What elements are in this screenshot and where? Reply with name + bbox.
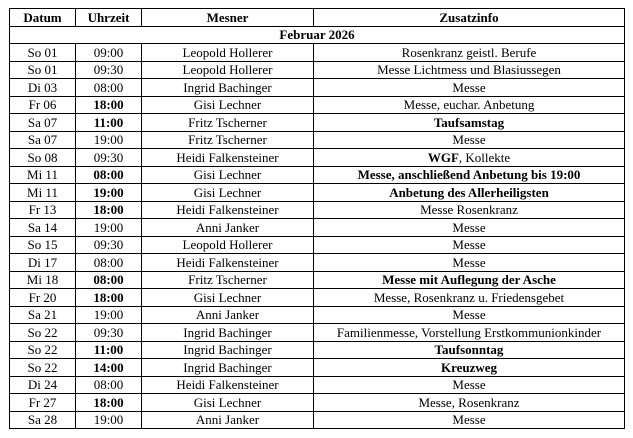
cell-uhrzeit: 09:30 (76, 236, 142, 254)
table-row (10, 359, 625, 377)
cell-uhrzeit: 19:00 (76, 411, 142, 429)
cell-datum: Sa 14 (10, 219, 76, 237)
cell-mesner: Ingrid Bachinger (142, 324, 314, 342)
cell-datum: Fr 20 (10, 289, 76, 307)
cell-mesner: Fritz Tscherner (142, 114, 314, 132)
cell-datum: So 15 (10, 236, 76, 254)
cell-uhrzeit: 18:00 (76, 394, 142, 412)
cell-mesner: Anni Janker (142, 306, 314, 324)
zusatzinfo-text: Familienmesse, Vorstellung Erstkommunionkinder (336, 324, 602, 340)
cell-mesner: Ingrid Bachinger (142, 359, 314, 377)
cell-zusatzinfo (314, 184, 625, 202)
table-row (10, 44, 625, 62)
cell-zusatzinfo (314, 341, 625, 359)
cell-datum: So 22 (10, 359, 76, 377)
table-row (10, 79, 625, 97)
cell-datum: Fr 27 (10, 394, 76, 412)
cell-mesner: Heidi Falkensteiner (142, 149, 314, 167)
header-mesner: Mesner (142, 9, 314, 27)
cell-zusatzinfo (314, 376, 625, 394)
cell-uhrzeit: 19:00 (76, 306, 142, 324)
cell-uhrzeit: 08:00 (76, 79, 142, 97)
table-row (10, 166, 625, 184)
table-row (10, 219, 625, 237)
cell-uhrzeit: 09:30 (76, 324, 142, 342)
zusatzinfo-text: Messe, euchar. Anbetung (403, 97, 535, 113)
cell-datum: Sa 21 (10, 306, 76, 324)
cell-mesner: Fritz Tscherner (142, 131, 314, 149)
cell-zusatzinfo (314, 254, 625, 272)
cell-zusatzinfo (314, 289, 625, 307)
cell-datum: Di 24 (10, 376, 76, 394)
cell-uhrzeit: 19:00 (76, 184, 142, 202)
cell-datum: Sa 28 (10, 411, 76, 429)
header-row (10, 9, 625, 27)
cell-mesner: Heidi Falkensteiner (142, 254, 314, 272)
cell-datum: Mi 11 (10, 166, 76, 184)
cell-mesner: Leopold Hollerer (142, 44, 314, 62)
cell-mesner: Anni Janker (142, 219, 314, 237)
cell-uhrzeit: 09:30 (76, 149, 142, 167)
cell-datum: Di 17 (10, 254, 76, 272)
cell-zusatzinfo (314, 219, 625, 237)
cell-mesner: Ingrid Bachinger (142, 341, 314, 359)
cell-mesner: Heidi Falkensteiner (142, 376, 314, 394)
cell-mesner: Heidi Falkensteiner (142, 201, 314, 219)
zusatzinfo-text: Messe (452, 219, 486, 235)
zusatzinfo-text: Anbetung des Allerheiligsten (389, 184, 549, 200)
cell-zusatzinfo (314, 131, 625, 149)
table-row (10, 411, 625, 429)
cell-mesner: Leopold Hollerer (142, 236, 314, 254)
cell-uhrzeit: 08:00 (76, 254, 142, 272)
header-datum: Datum (10, 9, 76, 27)
cell-datum: So 22 (10, 324, 76, 342)
table-row (10, 324, 625, 342)
cell-zusatzinfo (314, 166, 625, 184)
cell-datum: Sa 07 (10, 114, 76, 132)
cell-zusatzinfo (314, 271, 625, 289)
cell-zusatzinfo (314, 149, 625, 167)
table-row (10, 376, 625, 394)
zusatzinfo-text: Messe (452, 412, 486, 428)
zusatzinfo-text: Messe, anschließend Anbetung bis 19:00 (357, 167, 581, 183)
cell-zusatzinfo (314, 394, 625, 412)
zusatzinfo-text: Messe (452, 377, 486, 393)
cell-zusatzinfo (314, 114, 625, 132)
cell-mesner: Ingrid Bachinger (142, 79, 314, 97)
cell-datum: Fr 06 (10, 96, 76, 114)
cell-datum: Fr 13 (10, 201, 76, 219)
table-row (10, 114, 625, 132)
cell-uhrzeit: 14:00 (76, 359, 142, 377)
cell-datum: Mi 18 (10, 271, 76, 289)
cell-datum: So 01 (10, 61, 76, 79)
cell-zusatzinfo (314, 306, 625, 324)
table-row (10, 394, 625, 412)
zusatzinfo-text: Messe, Rosenkranz u. Friedensgebet (373, 289, 565, 305)
zusatzinfo-text: Messe (452, 79, 486, 95)
cell-uhrzeit: 11:00 (76, 114, 142, 132)
cell-mesner: Gisi Lechner (142, 289, 314, 307)
cell-datum: Sa 07 (10, 131, 76, 149)
month-row (10, 26, 625, 44)
table-row (10, 131, 625, 149)
month-title: Februar 2026 (10, 26, 625, 44)
cell-datum: Mi 11 (10, 184, 76, 202)
cell-uhrzeit: 08:00 (76, 376, 142, 394)
cell-mesner: Anni Janker (142, 411, 314, 429)
zusatzinfo-text: Kreuzweg (440, 359, 498, 375)
cell-mesner: Gisi Lechner (142, 394, 314, 412)
table-row (10, 236, 625, 254)
zusatzinfo-text: Messe, Rosenkranz (418, 394, 520, 410)
table-row (10, 289, 625, 307)
cell-datum: So 22 (10, 341, 76, 359)
cell-uhrzeit: 19:00 (76, 131, 142, 149)
header-uhrzeit: Uhrzeit (76, 9, 142, 27)
cell-mesner: Gisi Lechner (142, 96, 314, 114)
zusatzinfo-text: WGF (427, 149, 459, 165)
cell-uhrzeit: 08:00 (76, 271, 142, 289)
table-row (10, 184, 625, 202)
cell-uhrzeit: 09:00 (76, 44, 142, 62)
zusatzinfo-text: Messe Lichtmess und Blasiussegen (377, 62, 561, 78)
cell-datum: So 08 (10, 149, 76, 167)
cell-zusatzinfo (314, 44, 625, 62)
zusatzinfo-text: Messe (452, 307, 486, 323)
schedule-container (9, 8, 624, 429)
zusatzinfo-text: Messe (452, 254, 486, 270)
cell-datum: Di 03 (10, 79, 76, 97)
cell-zusatzinfo (314, 324, 625, 342)
table-row (10, 149, 625, 167)
cell-mesner: Leopold Hollerer (142, 61, 314, 79)
cell-uhrzeit: 18:00 (76, 201, 142, 219)
table-row (10, 201, 625, 219)
zusatzinfo-text: , Kollekte (458, 149, 511, 165)
cell-mesner: Fritz Tscherner (142, 271, 314, 289)
cell-zusatzinfo (314, 359, 625, 377)
table-row (10, 271, 625, 289)
cell-uhrzeit: 18:00 (76, 96, 142, 114)
zusatzinfo-text: Messe mit Auflegung der Asche (382, 272, 556, 288)
cell-uhrzeit: 18:00 (76, 289, 142, 307)
cell-datum: So 01 (10, 44, 76, 62)
table-row (10, 96, 625, 114)
zusatzinfo-text: Rosenkranz geistl. Berufe (401, 44, 537, 60)
cell-uhrzeit: 08:00 (76, 166, 142, 184)
table-row (10, 254, 625, 272)
zusatzinfo-text: Taufsamstag (433, 114, 505, 130)
cell-zusatzinfo (314, 201, 625, 219)
mesner-schedule-table (9, 8, 625, 429)
zusatzinfo-text: Messe (452, 132, 486, 148)
cell-mesner: Gisi Lechner (142, 184, 314, 202)
cell-zusatzinfo (314, 96, 625, 114)
cell-uhrzeit: 09:30 (76, 61, 142, 79)
header-zusatzinfo: Zusatzinfo (314, 9, 625, 27)
table-row (10, 61, 625, 79)
cell-zusatzinfo (314, 236, 625, 254)
table-row (10, 306, 625, 324)
cell-zusatzinfo (314, 61, 625, 79)
table-row (10, 341, 625, 359)
cell-zusatzinfo (314, 411, 625, 429)
cell-uhrzeit: 11:00 (76, 341, 142, 359)
cell-zusatzinfo (314, 79, 625, 97)
cell-uhrzeit: 19:00 (76, 219, 142, 237)
zusatzinfo-text: Messe (452, 237, 486, 253)
cell-mesner: Gisi Lechner (142, 166, 314, 184)
zusatzinfo-text: Messe Rosenkranz (420, 202, 518, 218)
zusatzinfo-text: Taufsonntag (434, 342, 504, 358)
